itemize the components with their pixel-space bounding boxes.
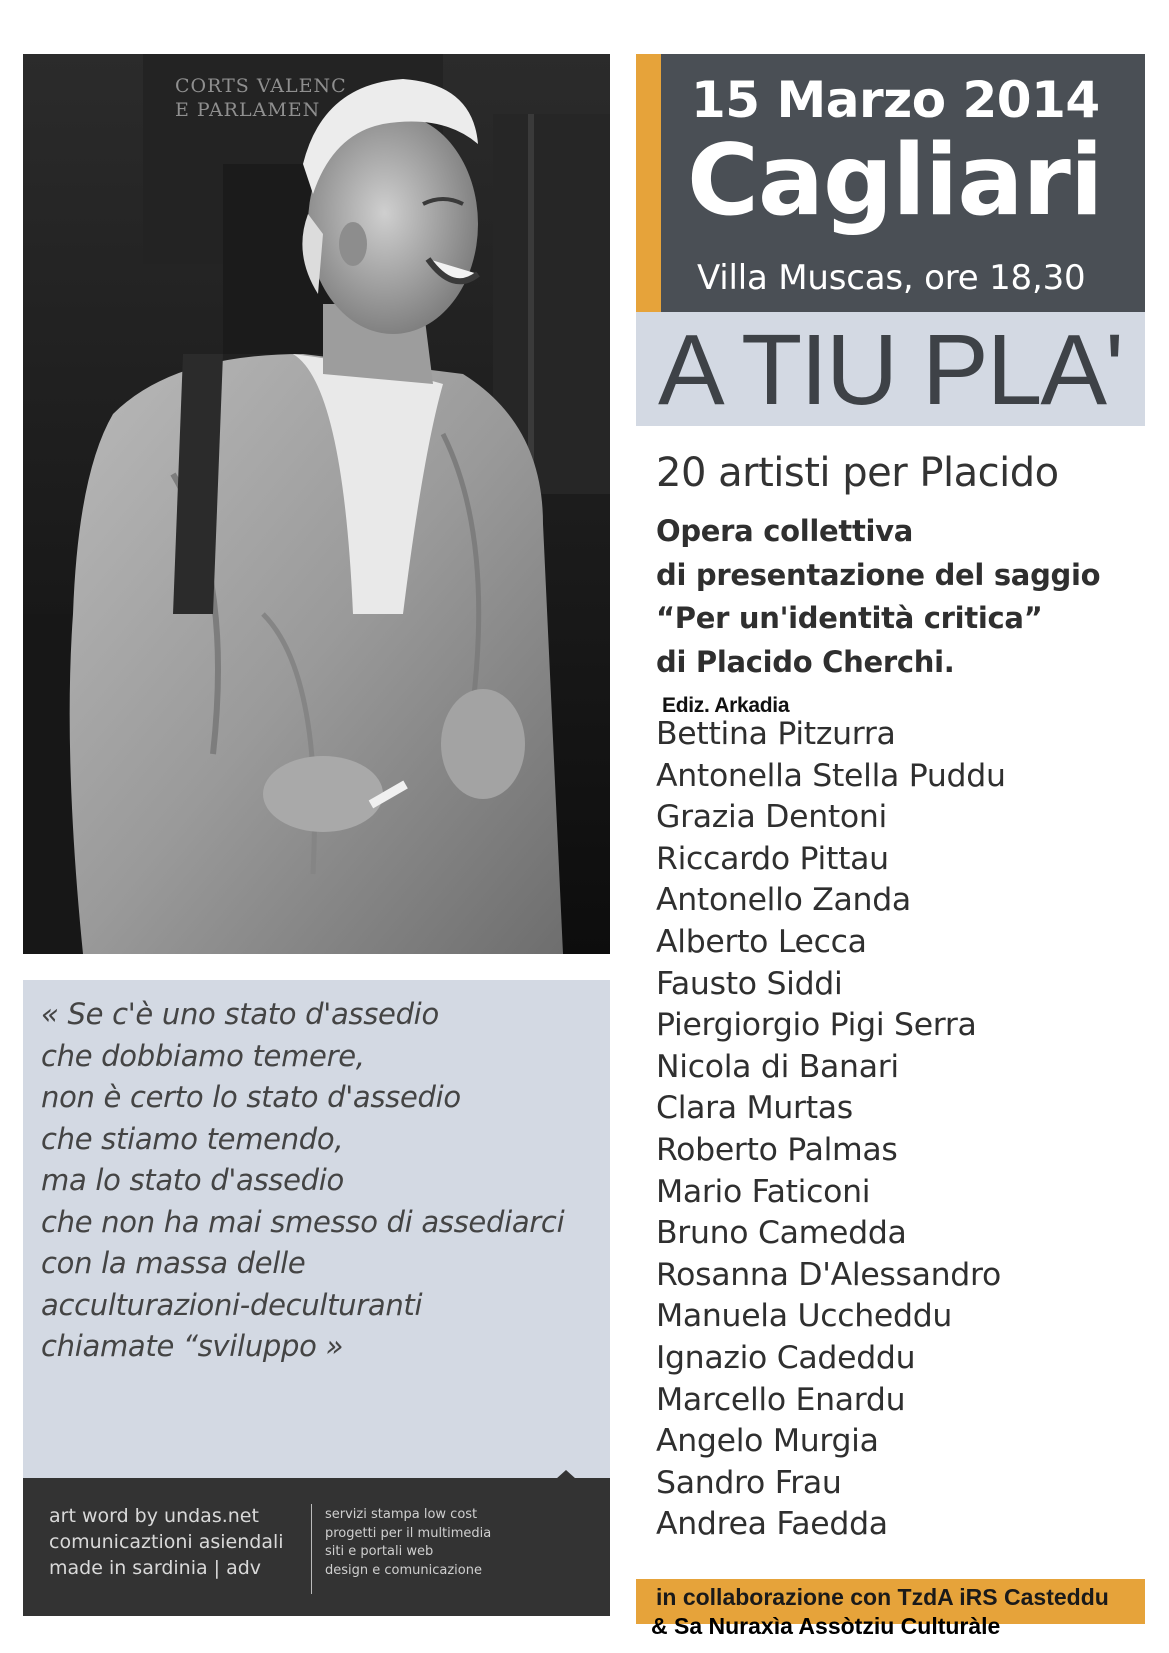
footer-panel [23, 1478, 610, 1616]
quote-line: ma lo stato d'assedio [41, 1163, 344, 1197]
poster-subtitle: 20 artisti per Placido [656, 450, 1059, 496]
artist-name: Angelo Murgia [656, 1423, 879, 1460]
quote-line: con la massa delle [41, 1246, 306, 1280]
quote-line: « Se c'è uno stato d'assedio [41, 997, 439, 1031]
footer-divider [311, 1504, 312, 1594]
artist-name: Manuela Uccheddu [656, 1298, 953, 1335]
event-description [656, 510, 1100, 728]
artist-name: Rosanna D'Alessandro [656, 1256, 1001, 1293]
artist-name: Antonella Stella Puddu [656, 757, 1006, 794]
artist-name: Andrea Faedda [656, 1506, 888, 1543]
quote-line: non è certo lo stato d'assedio [41, 1080, 461, 1114]
description-line: di presentazione del saggio [656, 557, 1101, 592]
event-venue-time: Villa Muscas, ore 18,30 [697, 258, 1086, 298]
artist-name: Bettina Pitzurra [656, 716, 896, 752]
artist-name: Marcello Enardu [656, 1381, 906, 1418]
title-band [636, 312, 1145, 426]
service-line: design e comunicazione [325, 1562, 482, 1578]
quote-panel [23, 980, 610, 1478]
poster-title: A TIU PLA' [658, 314, 1123, 426]
quote-line: che stiamo temendo, [41, 1121, 344, 1156]
quote-text [41, 994, 601, 1368]
quote-line: chiamate “sviluppo » [41, 1329, 344, 1363]
artist-list [656, 714, 1006, 1546]
credit-line: made in sardinia | adv [49, 1557, 262, 1579]
description-line: Opera collettiva [656, 514, 914, 548]
event-date: 15 Marzo 2014 [691, 71, 1100, 129]
service-line: siti e portali web [325, 1544, 434, 1559]
artist-name: Roberto Palmas [656, 1131, 898, 1168]
header-accent-bar [636, 54, 661, 312]
artist-name: Grazia Dentoni [656, 799, 888, 836]
artist-name: Riccardo Pittau [656, 840, 889, 877]
event-header [661, 54, 1145, 312]
artist-name: Sandro Frau [656, 1464, 842, 1501]
portrait-illustration [23, 54, 610, 954]
artist-name: Ignazio Cadeddu [656, 1339, 916, 1376]
artist-name: Fausto Siddi [656, 965, 843, 1002]
credit-line: art word by undas.net [49, 1505, 259, 1527]
artist-name: Mario Faticoni [656, 1173, 871, 1210]
artist-name: Piergiorgio Pigi Serra [656, 1007, 977, 1044]
description-line: “Per un'identità critica” [656, 601, 1043, 635]
sign-line-1: CORTS VALENC [175, 75, 347, 97]
description-line: di Placido Cherchi. [656, 644, 955, 679]
service-line: progetti per il multimedia [325, 1525, 492, 1541]
quote-line: che non ha mai smesso di assediarci [41, 1204, 565, 1239]
event-city: Cagliari [687, 124, 1103, 238]
portrait-photo [23, 54, 610, 954]
artist-name: Alberto Lecca [656, 923, 867, 960]
quote-line: che dobbiamo temere, [41, 1038, 365, 1073]
artist-name: Nicola di Banari [656, 1048, 899, 1085]
collaboration-line-1: in collaborazione con TzdA iRS Casteddu [656, 1584, 1109, 1610]
collaboration-line-2: & Sa Nuraxìa Assòtziu Culturàle [651, 1613, 1001, 1639]
credit-line: comunicaztioni asiendali [49, 1531, 284, 1553]
services-list [325, 1506, 491, 1580]
sign-line-2: E PARLAMEN [175, 99, 321, 121]
service-line: servizi stampa low cost [325, 1507, 478, 1522]
publisher: Ediz. Arkadia [662, 694, 790, 717]
artist-name: Antonello Zanda [656, 882, 911, 919]
artist-name: Clara Murtas [656, 1090, 853, 1127]
quote-line: acculturazioni-deculturanti [41, 1287, 423, 1322]
artist-name: Bruno Camedda [656, 1215, 907, 1252]
agency-credit [49, 1503, 284, 1581]
